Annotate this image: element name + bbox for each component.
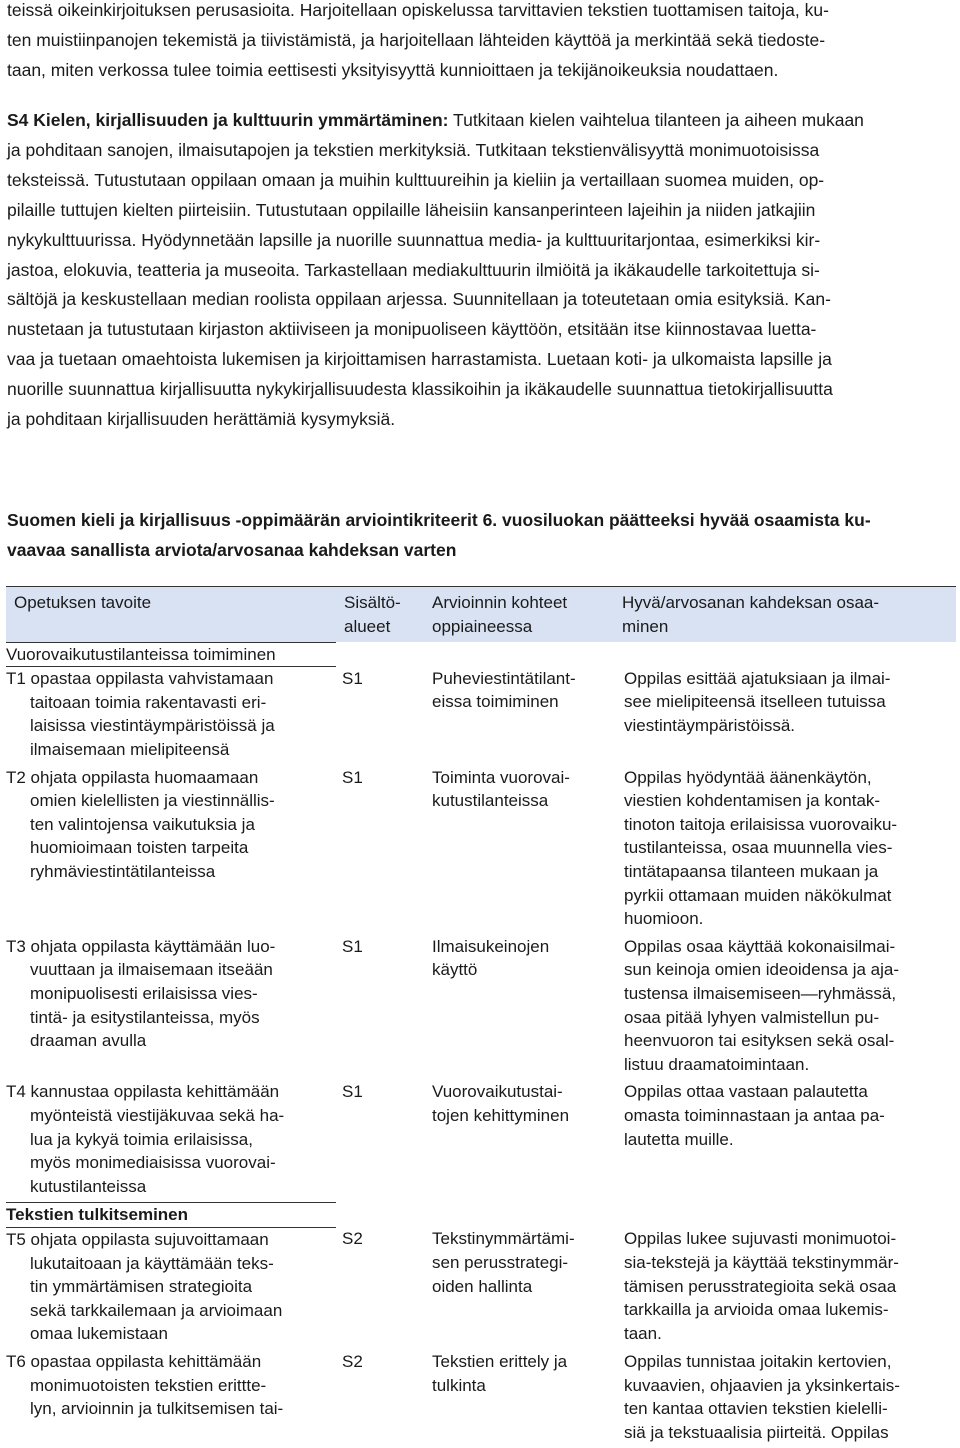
table-row [6, 935, 956, 1081]
header-goal: Opetuksen tavoite [6, 587, 336, 643]
header-assessment-targets: Arvioinnin kohteet oppiaineessa [424, 587, 614, 643]
table-row [6, 667, 956, 766]
section-row-empty-cell [336, 1203, 424, 1228]
goal-first-line: T4 kannustaa oppilasta kehittämään [6, 1082, 280, 1102]
text-line: nuorille suunnattua kirjallisuutta nykykirjallisuudesta klassikoihin ja ikäkaudelle suunnattua tietokirjallisuutta [7, 379, 833, 400]
goal-first-line: T5 ohjata oppilasta sujuvoittamaan [6, 1229, 269, 1249]
goal-continuation: monimuotoisten tekstien erittte- lyn, arvioinnin ja tulkitsemisen tai- [30, 1375, 284, 1419]
text-line: pilaille tuttujen kielten piirteisiin. Tutustutaan oppilaille läheisiin kansanperinteen lajeihin ja niiden jatkajiin [7, 199, 816, 220]
text-line: teksteissä. Tutustutaan oppilaan omaan ja muihin kulttuureihin ja kieliin ja vertaillaan suomea muiden, op- [7, 169, 825, 190]
goal-first-line: T2 ohjata oppilasta huomaamaan [6, 767, 259, 787]
goal-cell [6, 667, 336, 766]
goal-cell [6, 935, 336, 1081]
section-row-empty-cell [614, 1203, 956, 1228]
good-level-cell: Oppilas hyödyntää äänenkäytön, viestien kohdentamisen ja kontak- tinoton taitoja erilaisissa vuorovaiku- tustilanteissa, osaa muunnella vies- tintätapaansa tilanteen mukaan ja pyrkii ottamaan muiden näkökulmat huomioon. [624, 767, 898, 929]
good-level-cell: Oppilas esittää ajatuksiaan ja ilmai- see mielipiteensä itselleen tutuissa viestintäympäristöissä. [624, 668, 891, 735]
table-row [6, 1227, 956, 1349]
content-area-cell: S1 [342, 767, 363, 787]
section-row-empty-cell [424, 642, 614, 667]
table-row [6, 766, 956, 935]
text-line: teissä oikeinkirjoituksen perusasioita. Harjoitellaan opiskelussa tarvittavien tekstien tuottamisen taitoja, ku- [7, 0, 829, 20]
header-good-level: Hyvä/arvosanan kahdeksan osaa- minen [614, 587, 956, 643]
good-level-cell: Oppilas ottaa vastaan palautetta omasta toiminnastaan ja antaa pa- lautetta muille. [624, 1082, 885, 1149]
text-line: sältöjä ja keskustellaan median roolista oppilaan arjessa. Suunnitellaan ja toteutetaan omia esityksiä. Kan- [7, 289, 831, 310]
text-line: ten muistiinpanojen tekemistä ja tiivistämistä, ja harjoitellaan lähteiden käyttöä ja merkintää sekä tiedoste- [7, 29, 826, 50]
section-row-empty-cell [336, 642, 424, 667]
heading-line: vaavaa sanallista arviota/arvosanaa kahdeksan varten [7, 540, 457, 560]
text-line: ja pohditaan sanojen, ilmaisutapojen ja tekstien merkityksiä. Tutkitaan tekstienvälisyyttä monimuotoisissa [7, 139, 820, 160]
table-row [6, 1080, 956, 1202]
text-line: nykykulttuurissa. Hyödynnetään lapsille ja nuorille suunnattua media- ja kulttuuritarjontaa, esimerkiksi kir- [7, 229, 821, 250]
goal-first-line: T1 opastaa oppilasta vahvistamaan [6, 669, 274, 689]
assessment-target-cell: Vuorovaikutustai- tojen kehittyminen [432, 1082, 570, 1125]
section-row-empty-cell [614, 642, 956, 667]
goal-continuation: vuuttaan ja ilmaisemaan itseään monipuolisesti erilaisissa vies- tintä- ja esitystilanteissa, myös draaman avulla [30, 960, 273, 1051]
assessment-target-cell: Tekstien erittely ja tulkinta [432, 1351, 568, 1395]
criteria-table [6, 586, 956, 1448]
table-row [6, 1350, 956, 1448]
text-line: taan, miten verkossa tulee toimia eettisesti yksityisyyttä kunnioittaen ja tekijänoikeuksia noudattaen. [7, 59, 779, 80]
good-level-cell: Oppilas tunnistaa joitakin kertovien, kuvaavien, ohjaavien ja yksinkertais- ten kantaa ottavien tekstien kielelli- siä ja tekstuaalisia piirteitä. Oppilas [624, 1351, 900, 1442]
section-row-empty-cell [424, 1203, 614, 1228]
header-content-areas: Sisältö- alueet [336, 587, 424, 643]
good-level-cell: Oppilas osaa käyttää kokonaisilmai- sun keinoja omien ideoidensa ja aja- tustensa ilmaisemiseen—ryhmässä, osaa pitää lyhyen valmistellun pu- heenvuoron tai esityksen sekä osal- listuu draamatoimintaan. [624, 936, 900, 1074]
text-line: nustetaan ja tutustutaan kirjaston aktiiviseen ja monipuoliseen käyttöön, etsitään itse kiinnostavaa luetta- [7, 319, 817, 340]
heading-line: Suomen kieli ja kirjallisuus -oppimäärän arviointikriteerit 6. vuosiluokan päätteeksi hyvää osaamista ku- [7, 510, 871, 530]
goal-continuation: lukutaitoaan ja käyttämään teks- tin ymmärtämisen strategioita sekä tarkkailemaan ja arvioimaan omaa lukemistaan [30, 1253, 283, 1344]
text-line: ja pohditaan kirjallisuuden herättämiä kysymyksiä. [7, 409, 396, 430]
paragraph-s4 [7, 106, 947, 435]
assessment-target-cell: Tekstinymmärtämi- sen perusstrategi- oiden hallinta [432, 1229, 575, 1296]
goal-cell [6, 766, 336, 935]
table-header-row [6, 587, 956, 643]
section-heading [7, 505, 947, 565]
text-line: S4 Kielen, kirjallisuuden ja kulttuurin ymmärtäminen: Tutkitaan kielen vaihtelua tilanteen ja aiheen mukaan [7, 110, 864, 130]
assessment-target-cell: Puheviestintätilant- eissa toimiminen [432, 668, 576, 712]
goal-first-line: T6 opastaa oppilasta kehittämään [6, 1351, 262, 1371]
s4-label: S4 Kielen, kirjallisuuden ja kulttuurin ymmärtäminen: [7, 110, 449, 130]
goal-continuation: omien kielellisten ja viestinnällis- ten valintojensa vaikutuksia ja huomioimaan toisten tarpeita ryhmäviestintätilanteissa [30, 791, 275, 882]
goal-continuation: myönteistä viestijäkuvaa sekä ha- lua ja kykyä toimia erilaisissa, myös monimediaisissa vuorovai- kutustilanteissa [30, 1105, 285, 1196]
content-area-cell: S1 [342, 1082, 363, 1102]
content-area-cell: S2 [342, 1351, 363, 1371]
goal-cell [6, 1080, 336, 1202]
assessment-target-cell: Ilmaisukeinojen käyttö [432, 936, 550, 980]
goal-cell [6, 1227, 336, 1349]
table-section-row [6, 1203, 956, 1228]
paragraph-s3-end [7, 0, 947, 86]
assessment-target-cell: Toiminta vuorovai- kutustilanteissa [432, 767, 570, 811]
goal-first-line: T3 ohjata oppilasta käyttämään luo- [6, 936, 276, 956]
content-area-cell: S1 [342, 668, 363, 688]
table-section-row [6, 642, 956, 667]
content-area-cell: S1 [342, 936, 363, 956]
content-area-cell: S2 [342, 1229, 363, 1249]
section-title: Tekstien tulkitseminen [6, 1203, 336, 1228]
text-line: jastoa, elokuvia, teatteria ja museoita. Tarkastellaan mediakulttuurin ilmiöitä ja ikäkaudelle tarkoitettuja si- [7, 259, 820, 280]
text-line: vaa ja tuetaan omaehtoista lukemisen ja kirjoittamisen harrastamista. Luetaan koti- ja ulkomaista lapsille ja [7, 349, 832, 370]
goal-cell [6, 1350, 336, 1448]
section-title: Vuorovaikutustilanteissa toimiminen [6, 642, 336, 667]
good-level-cell: Oppilas lukee sujuvasti monimuotoi- sia-tekstejä ja käyttää tekstinymmär- tämisen perusstrategioita sekä osaa tarkkailla ja arvioida omaa lukemis- taan. [624, 1229, 899, 1343]
goal-continuation: taitoaan toimia rakentavasti eri- laisissa viestintäympäristöissä ja ilmaisemaan mielipiteensä [30, 692, 275, 760]
